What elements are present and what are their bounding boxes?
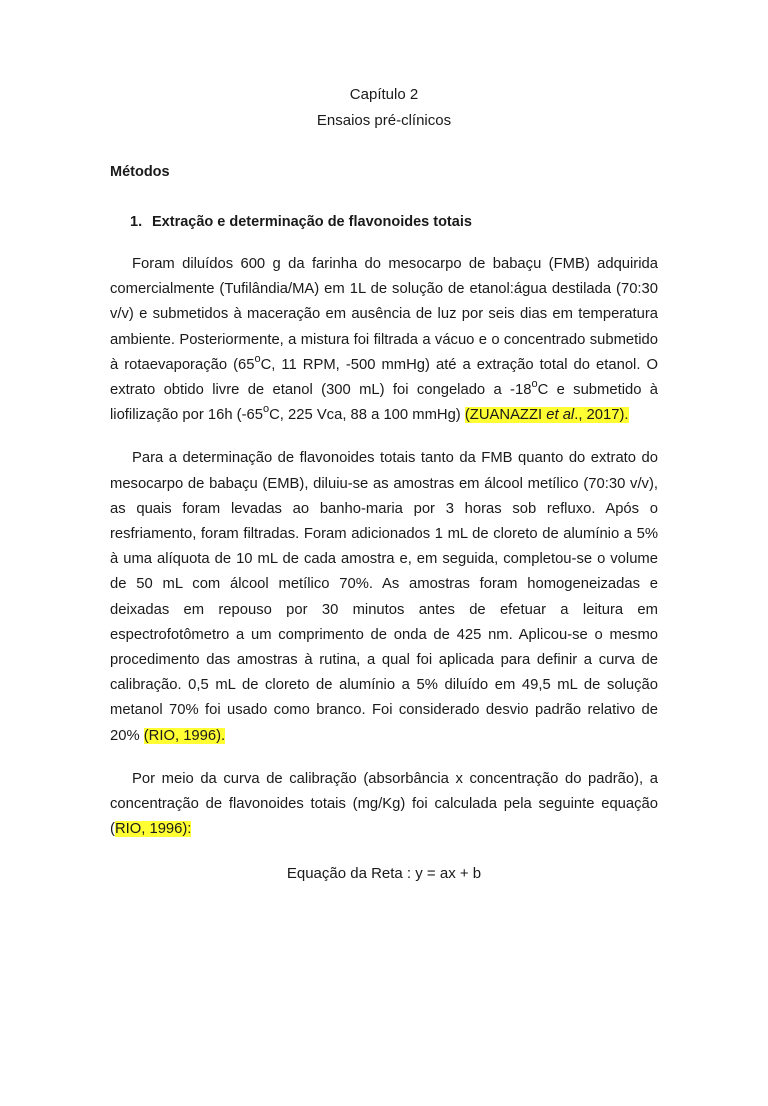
paragraph-text: Para a determinação de flavonoides totais tanto da FMB quanto do extrato do mesocarpo de babaçu (EMB), diluiu-se as amostras em álcool metílico (70:30 v/v), as quais foram levadas ao banho-maria por 3 horas sob refluxo. Após o resfriamento, foram filtradas. Foram adicionados 1 mL de cloreto de alumínio a 5% à uma alíquota de 10 mL de cada amostra e, em seguida, completou-se o volume de 50 mL com álcool metílico 70%. As amostras foram homogeneizadas e deixadas em repouso por 30 minutos antes de efetuar a leitura em espectrofotômetro a um comprimento de onda de 425 nm. Aplicou-se o mesmo procedimento das amostras à rutina, a qual foi aplicada para definir a curva de calibração. 0,5 mL de cloreto de alumínio a 5% diluído em 49,5 mL de solução metanol 70% foi usado como branco. Foi considerado desvio padrão relativo de 20% bbox=[110, 450, 658, 744]
paragraph-text: C, 11 RPM, -500 mmHg) até a extração total do etanol. O extrato obtido livre de etanol (300 mL) foi congelado a -18 bbox=[110, 356, 658, 399]
citation-text: (ZUANAZZI bbox=[464, 407, 547, 424]
equation: Equação da Reta : y = ax + b bbox=[286, 865, 482, 883]
highlighted-citation bbox=[465, 407, 629, 423]
chapter-title: Capítulo 2 bbox=[349, 86, 419, 103]
document-page bbox=[0, 82, 768, 1106]
paragraph-text: Foram diluídos 600 g da farinha do mesocarpo de babaçu (FMB) adquirida comercialmente (Tufilândia/MA) em 1L de solução de etanol:água destilada (70:30 v/v) e submetidos à maceração em ausência de luz por seis dias em temperatura ambiente. Posteriormente, a mistura foi filtrada a vácuo e o concentrado submetido à rotaevaporação (65 bbox=[110, 256, 658, 373]
paragraph-determination bbox=[110, 446, 658, 748]
degree-superscript: o bbox=[531, 378, 538, 391]
citation-text: ., 2017). bbox=[574, 407, 629, 424]
highlighted-citation: RIO, 1996): bbox=[114, 821, 192, 838]
section-number: 1. bbox=[130, 214, 143, 230]
paragraph-extraction bbox=[110, 252, 658, 428]
paragraph-text: Por meio da curva de calibração (absorbância x concentração do padrão), a concentração de flavonoides totais (mg/Kg) foi calculada pela seguinte equação ( bbox=[110, 770, 658, 838]
section-heading bbox=[110, 212, 658, 232]
methods-heading: Métodos bbox=[110, 164, 170, 180]
paragraph-text: C, 225 Vca, 88 a 100 mmHg) bbox=[269, 407, 465, 424]
degree-superscript: o bbox=[254, 352, 261, 365]
highlighted-citation: (RIO, 1996). bbox=[143, 727, 226, 744]
paragraph-calibration bbox=[110, 767, 658, 843]
citation-italic: et al bbox=[546, 407, 575, 424]
degree-superscript: o bbox=[262, 403, 270, 416]
paragraph-text: C e submetido à liofilização por 16h (-65 bbox=[110, 382, 658, 424]
chapter-subtitle: Ensaios pré-clínicos bbox=[316, 112, 452, 129]
section-title: Extração e determinação de flavonoides totais bbox=[152, 214, 472, 230]
